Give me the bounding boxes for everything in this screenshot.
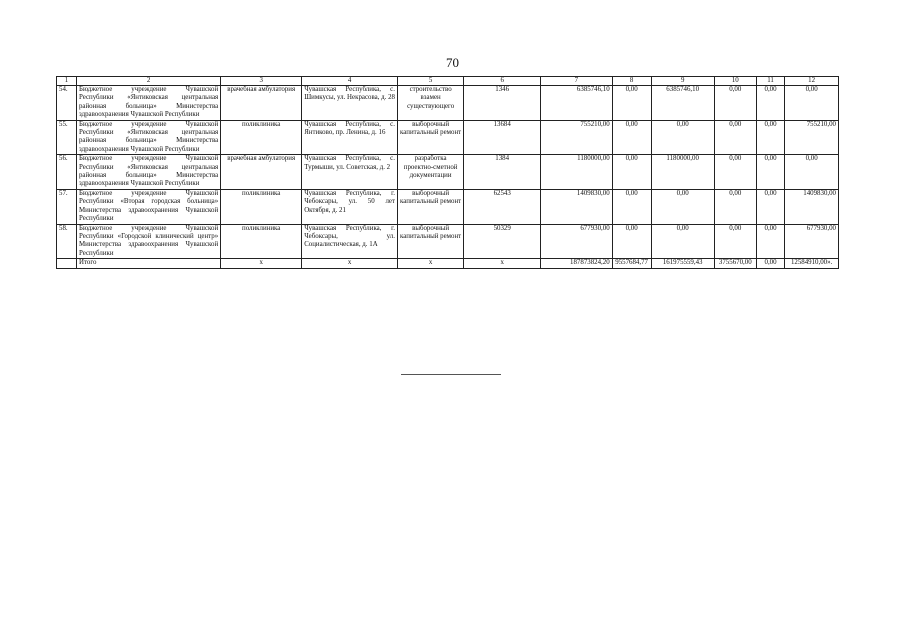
total-cell: 187873824,20 — [541, 259, 613, 268]
area-cell: 1384 — [464, 155, 541, 190]
organization-cell: Бюджетное учреждение Чувашской Республики «Янтиковская центральная районная больница» Министерства здравоохранения Чувашской Республики — [76, 155, 220, 190]
column-number: 3 — [221, 77, 302, 86]
facility-type-cell: врачебная амбулатория — [221, 155, 302, 190]
amount-cell: 0,00 — [785, 86, 839, 121]
total-label: Итого — [76, 259, 220, 268]
total-cell: 0,00 — [756, 259, 784, 268]
amount-cell: 0,00 — [756, 155, 784, 190]
organization-cell: Бюджетное учреждение Чувашской Республики «Городской клинический центр» Министерства здравоохранения Чувашской Республики — [76, 224, 220, 259]
organization-cell: Бюджетное учреждение Чувашской Республики «Янтиковская центральная районная больница» Министерства здравоохранения Чувашской Республики — [76, 86, 220, 121]
amount-cell: 0,00 — [756, 120, 784, 155]
total-cell: х — [464, 259, 541, 268]
area-cell: 13684 — [464, 120, 541, 155]
total-cell: 3755670,00 — [714, 259, 756, 268]
address-cell: Чувашская Республика, г. Чебоксары, ул. 50 лет Октября, д. 21 — [302, 189, 398, 224]
total-cell: х — [397, 259, 463, 268]
budget-table — [56, 76, 839, 269]
area-cell: 62543 — [464, 189, 541, 224]
column-number: 2 — [76, 77, 220, 86]
facility-type-cell: поликлиника — [221, 120, 302, 155]
total-cell: 9557684,77 — [612, 259, 651, 268]
amount-cell: 1180000,00 — [651, 155, 714, 190]
amount-cell: 0,00 — [714, 189, 756, 224]
total-amount-cell: 1180000,00 — [541, 155, 613, 190]
work-type-cell: выборочный капитальный ремонт — [397, 120, 463, 155]
amount-cell: 0,00 — [612, 155, 651, 190]
amount-cell: 0,00 — [714, 224, 756, 259]
total-amount-cell: 677930,00 — [541, 224, 613, 259]
column-number: 5 — [397, 77, 463, 86]
amount-cell: 0,00 — [651, 224, 714, 259]
column-number-row — [57, 77, 839, 86]
amount-cell: 6385746,10 — [651, 86, 714, 121]
amount-cell: 0,00 — [756, 189, 784, 224]
work-type-cell: выборочный капитальный ремонт — [397, 189, 463, 224]
amount-cell: 755210,00 — [785, 120, 839, 155]
column-number: 11 — [756, 77, 784, 86]
column-number: 8 — [612, 77, 651, 86]
column-number: 4 — [302, 77, 398, 86]
area-cell: 1346 — [464, 86, 541, 121]
total-cell: х — [302, 259, 398, 268]
facility-type-cell: поликлиника — [221, 189, 302, 224]
column-number: 10 — [714, 77, 756, 86]
row-number: 56. — [57, 155, 77, 190]
total-cell: 161975559,43 — [651, 259, 714, 268]
amount-cell: 0,00 — [756, 86, 784, 121]
amount-cell: 0,00 — [714, 86, 756, 121]
organization-cell: Бюджетное учреждение Чувашской Республики «Вторая городская больница» Министерства здравоохранения Чувашской Республики — [76, 189, 220, 224]
total-row — [57, 259, 839, 268]
row-number: 55. — [57, 120, 77, 155]
work-type-cell: разработка проектно-сметной документации — [397, 155, 463, 190]
table-row — [57, 189, 839, 224]
divider-line — [401, 374, 501, 375]
amount-cell: 0,00 — [612, 224, 651, 259]
column-number: 9 — [651, 77, 714, 86]
column-number: 12 — [785, 77, 839, 86]
area-cell: 50329 — [464, 224, 541, 259]
amount-cell: 0,00 — [612, 120, 651, 155]
amount-cell: 1409830,00 — [785, 189, 839, 224]
amount-cell: 0,00 — [612, 86, 651, 121]
organization-cell: Бюджетное учреждение Чувашской Республики «Янтиковская центральная районная больница» Министерства здравоохранения Чувашской Республики — [76, 120, 220, 155]
amount-cell: 0,00 — [756, 224, 784, 259]
table-row — [57, 86, 839, 121]
column-number: 6 — [464, 77, 541, 86]
total-amount-cell: 1409830,00 — [541, 189, 613, 224]
facility-type-cell: поликлиника — [221, 224, 302, 259]
table-row — [57, 155, 839, 190]
column-number: 1 — [57, 77, 77, 86]
address-cell: Чувашская Республика, с. Шимкусы, ул. Некрасова, д. 28 — [302, 86, 398, 121]
amount-cell: 0,00 — [714, 155, 756, 190]
total-amount-cell: 6385746,10 — [541, 86, 613, 121]
table-row — [57, 120, 839, 155]
work-type-cell: выборочный капитальный ремонт — [397, 224, 463, 259]
amount-cell: 0,00 — [651, 189, 714, 224]
table-row — [57, 224, 839, 259]
amount-cell: 0,00 — [714, 120, 756, 155]
total-amount-cell: 755210,00 — [541, 120, 613, 155]
row-number: 54. — [57, 86, 77, 121]
amount-cell: 0,00 — [785, 155, 839, 190]
amount-cell: 0,00 — [612, 189, 651, 224]
amount-cell: 0,00 — [651, 120, 714, 155]
address-cell: Чувашская Республика, г. Чебоксары, ул. Социалистическая, д. 1А — [302, 224, 398, 259]
row-number: 58. — [57, 224, 77, 259]
address-cell: Чувашская Республика, с. Янтиково, пр. Ленина, д. 16 — [302, 120, 398, 155]
total-empty-cell — [57, 259, 77, 268]
column-number: 7 — [541, 77, 613, 86]
amount-cell: 677930,00 — [785, 224, 839, 259]
row-number: 57. — [57, 189, 77, 224]
page-number: 70 — [446, 55, 459, 70]
total-cell: 12584910,00». — [785, 259, 839, 268]
address-cell: Чувашская Республика, с. Турмыши, ул. Советская, д. 2 — [302, 155, 398, 190]
facility-type-cell: врачебная амбулатория — [221, 86, 302, 121]
total-cell: х — [221, 259, 302, 268]
work-type-cell: строительство взамен существующего — [397, 86, 463, 121]
